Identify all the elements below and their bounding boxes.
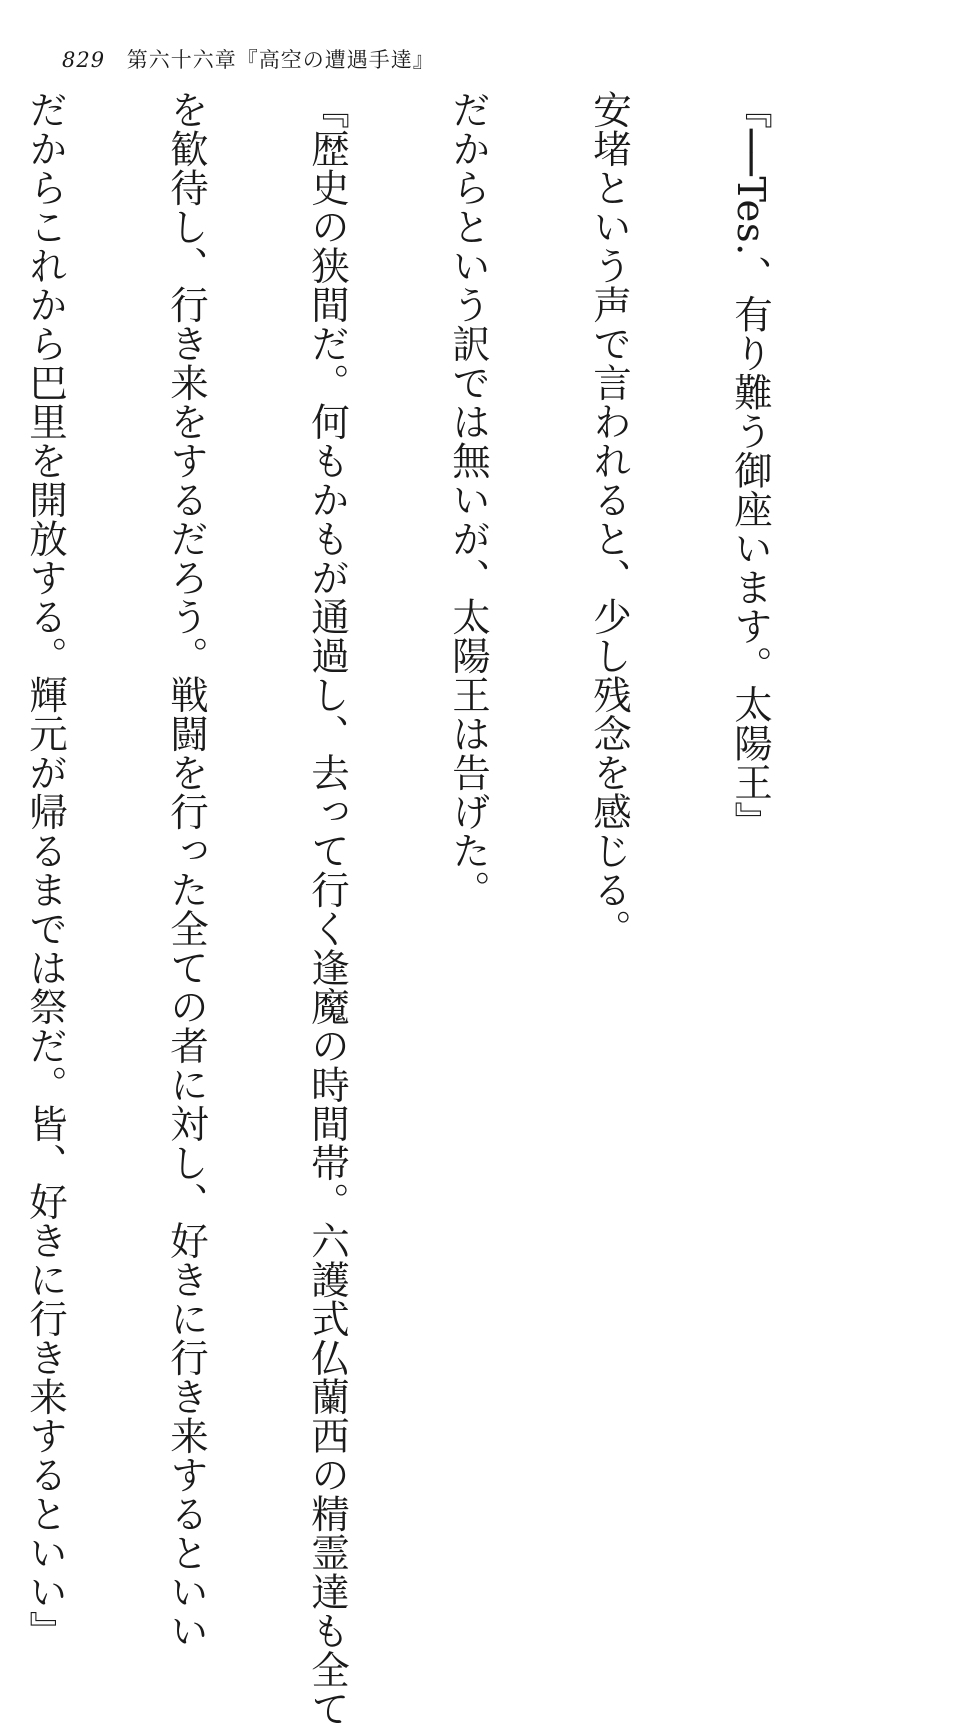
vertical-text-body — [0, 90, 868, 1728]
chapter-title: 第六十六章『高空の遭遇手達』 — [126, 48, 435, 72]
text-line: 『歴史の狭間だ。何もかもが通過し、去って行く逢魔の時間帯。六護式仏蘭西の精霊達も全て — [305, 90, 350, 1728]
text-line: 『──Tes.、有り難う御座います。太陽王』 — [728, 90, 773, 841]
text-line: 安堵という声で言われると、少し残念を感じる。 — [587, 90, 632, 948]
text-line: を歓待し、行き来をするだろう。戦闘を行った全ての者に対し、好きに行き来するといい — [164, 90, 209, 1650]
page-number: 829 — [62, 48, 106, 72]
page-header — [62, 44, 435, 74]
text-line: だからという訳では無いが、太陽王は告げた。 — [446, 90, 491, 909]
text-line: だからこれから巴里を開放する。輝元が帰るまでは祭だ。皆、好きに行き来するといい』 — [23, 90, 68, 1650]
